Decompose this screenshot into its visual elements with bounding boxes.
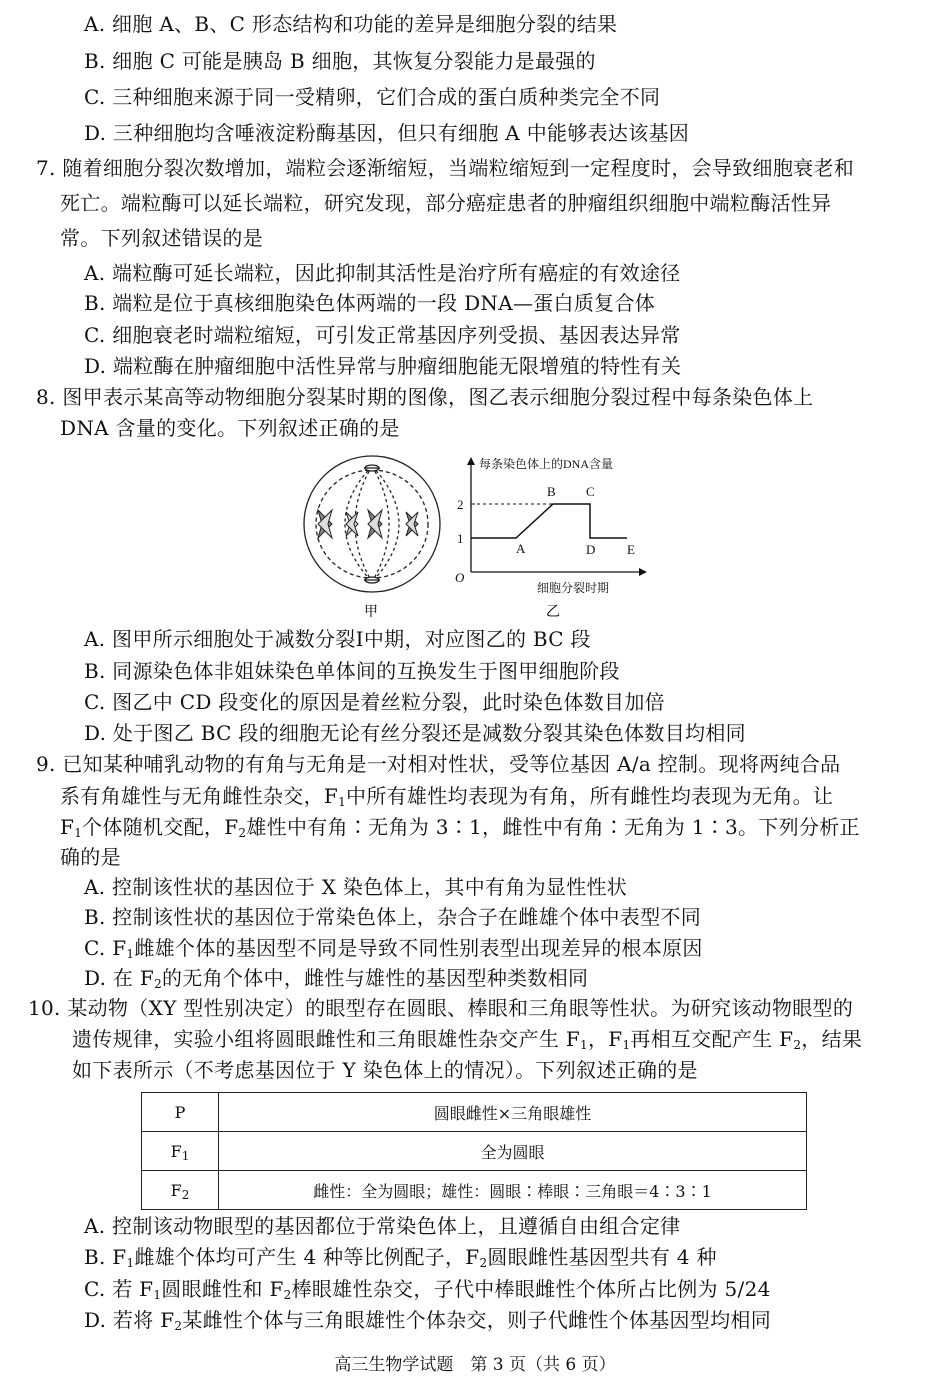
page-footer: 高三生物学试题 第 3 页（共 6 页）: [334, 1355, 616, 1375]
q10-option-d: [84, 1308, 771, 1332]
q9-stem-line-3: [60, 815, 860, 839]
q9-stem-3b: 个体随机交配，F: [82, 815, 239, 839]
q9-option-a: A. 控制该性状的基因位于 X 染色体上，其中有角为显性性状: [84, 875, 628, 899]
q10-option-d-a: D. 若将 F: [84, 1308, 175, 1332]
row-label: F: [170, 1180, 182, 1200]
q9-option-c-b: 雌雄个体的基因型不同是导致不同性别表型出现差异的根本原因: [134, 936, 703, 960]
q9-stem-2a: 系有角雄性与无角雌性杂交，F: [60, 784, 339, 808]
q6-option-a: A. 细胞 A、B、C 形态结构和功能的差异是细胞分裂的结果: [84, 12, 618, 36]
figure-svg: [298, 454, 650, 619]
q8-stem-line-1: 8. 图甲表示某高等动物细胞分裂某时期的图像，图乙表示细胞分裂过程中每条染色体上: [36, 385, 814, 409]
series-line: [471, 504, 627, 538]
q10-option-b: [84, 1245, 717, 1269]
table-cell: 雌性：全为圆眼；雄性：圆眼∶棒眼∶三角眼＝4∶3∶1: [219, 1171, 807, 1210]
origin-label: O: [455, 570, 465, 585]
q6-option-d: D. 三种细胞均含唾液淀粉酶基因，但只有细胞 A 中能够表达该基因: [84, 121, 690, 145]
subscript: 1: [622, 1038, 631, 1052]
q10-option-b-c: 圆眼雌性基因型共有 4 种: [487, 1245, 717, 1269]
subscript: 1: [580, 1038, 588, 1052]
q10-option-c-a: C. 若 F: [84, 1277, 154, 1301]
y-tick-label: 2: [457, 497, 464, 512]
subscript: 1: [126, 1256, 135, 1270]
q9-option-d-a: D. 在 F: [84, 966, 155, 990]
subscript: 1: [74, 826, 83, 840]
fig-label-jia: 甲: [364, 605, 378, 619]
y-axis-arrow: [467, 457, 475, 465]
fig-label-yi: 乙: [546, 605, 560, 619]
q9-stem-2b: 中所有雄性均表现为有角，所有雌性均表现为无角。让: [346, 784, 834, 808]
q9-option-c-a: C. F: [84, 936, 127, 960]
q7-option-c: C. 细胞衰老时端粒缩短，可引发正常基因序列受损、基因表达异常: [84, 323, 681, 347]
q10-stem-line-3: 如下表所示（不考虑基因位于 Y 染色体上的情况）。下列叙述正确的是: [72, 1058, 698, 1082]
point-label-d: D: [586, 542, 596, 557]
q10-stem-2c: 再相互交配产生 F: [630, 1027, 794, 1051]
q10-option-c-b: 圆眼雌性和 F: [161, 1277, 284, 1301]
subscript: 2: [174, 1319, 183, 1333]
table-row: [142, 1171, 807, 1210]
q10-stem-line-1: 10. 某动物（XY 型性别决定）的眼型存在圆眼、棒眼和三角眼等性状。为研究该动物眼型的: [28, 996, 854, 1020]
q8-option-a: A. 图甲所示细胞处于减数分裂Ⅰ中期，对应图乙的 BC 段: [84, 627, 591, 651]
q8-figure: [298, 454, 650, 619]
table-cell: 全为圆眼: [219, 1132, 807, 1171]
q10-option-b-a: B. F: [84, 1245, 127, 1269]
subscript: 2: [154, 977, 163, 991]
q9-option-b: B. 控制该性状的基因位于常染色体上，杂合子在雌雄个体中表型不同: [84, 905, 702, 929]
subscript: 2: [181, 1187, 190, 1202]
table-cell-header: [142, 1171, 219, 1210]
q6-option-c: C. 三种细胞来源于同一受精卵，它们合成的蛋白质种类完全不同: [84, 85, 661, 109]
q7-stem-line-3: 常。下列叙述错误的是: [60, 226, 263, 250]
dna-chart: [455, 456, 647, 595]
subscript: 2: [238, 826, 247, 840]
q7-stem-line-1: 7. 随着细胞分裂次数增加，端粒会逐渐缩短，当端粒缩短到一定程度时，会导致细胞衰老和: [36, 156, 855, 180]
subscript: 1: [338, 795, 347, 809]
q7-stem-line-2: 死亡。端粒酶可以延长端粒，研究发现，部分癌症患者的肿瘤组织细胞中端粒酶活性异: [60, 191, 832, 215]
q10-stem-2a: 遗传规律，实验小组将圆眼雌性和三角眼雄性杂交产生 F: [72, 1027, 581, 1051]
q9-option-d: [84, 966, 588, 990]
table-cell: 圆眼雌性×三角眼雄性: [219, 1093, 807, 1132]
q9-stem-line-2: [60, 784, 833, 808]
point-label-c: C: [586, 484, 595, 499]
point-label-b: B: [547, 484, 556, 499]
table-cell-header: P: [142, 1093, 219, 1132]
q10-stem-line-2: [72, 1027, 862, 1051]
q10-stem-2b: ，F: [587, 1027, 623, 1051]
q10-option-a: A. 控制该动物眼型的基因都位于常染色体上，且遵循自由组合定律: [84, 1214, 681, 1238]
q7-option-d: D. 端粒酶在肿瘤细胞中活性异常与肿瘤细胞能无限增殖的特性有关: [84, 354, 682, 378]
q9-stem-3c: 雄性中有角∶无角为 3∶1，雌性中有角∶无角为 1∶3。下列分析正: [246, 815, 860, 839]
q8-option-c: C. 图乙中 CD 段变化的原因是着丝粒分裂，此时染色体数目加倍: [84, 690, 665, 714]
q8-option-b: B. 同源染色体非姐妹染色单体间的互换发生于图甲细胞阶段: [84, 659, 620, 683]
q10-option-d-b: 某雌性个体与三角眼雄性个体杂交，则子代雌性个体基因型均相同: [182, 1308, 772, 1332]
point-label-a: A: [516, 541, 526, 556]
subscript: 2: [793, 1038, 802, 1052]
subscript: 1: [181, 1148, 190, 1163]
q10-stem-2d: ，结果: [801, 1027, 863, 1051]
table-cell-header: [142, 1132, 219, 1171]
q9-stem-line-4: 确的是: [60, 845, 121, 869]
q6-option-b: B. 细胞 C 可能是胰岛 B 细胞，其恢复分裂能力是最强的: [84, 49, 596, 73]
chromosomes: [318, 510, 418, 538]
point-label-e: E: [627, 542, 635, 557]
q9-stem-3a: F: [60, 815, 75, 839]
q9-option-c: [84, 936, 703, 960]
q9-stem-line-1: 9. 已知某种哺乳动物的有角与无角是一对相对性状，受等位基因 A/a 控制。现将两纯合品: [36, 752, 841, 776]
q10-option-b-b: 雌雄个体均可产生 4 种等比例配子，F: [134, 1245, 480, 1269]
subscript: 2: [283, 1288, 292, 1302]
row-label: F: [170, 1141, 182, 1161]
table-row: [142, 1132, 807, 1171]
q8-stem-line-2: DNA 含量的变化。下列叙述正确的是: [60, 416, 400, 440]
q8-option-d: D. 处于图乙 BC 段的细胞无论有丝分裂还是减数分裂其染色体数目均相同: [84, 721, 746, 745]
q9-option-d-b: 的无角个体中，雌性与雄性的基因型种类数相同: [162, 966, 589, 990]
table-row: [142, 1093, 807, 1132]
x-axis-label: 细胞分裂时期: [537, 581, 610, 595]
subscript: 2: [479, 1256, 488, 1270]
genetics-table: [141, 1092, 807, 1210]
x-axis-arrow: [639, 568, 647, 576]
q7-option-a: A. 端粒酶可延长端粒，因此抑制其活性是治疗所有癌症的有效途径: [84, 261, 681, 285]
q10-option-c: [84, 1277, 771, 1301]
q10-option-c-c: 棒眼雄性杂交，子代中棒眼雌性个体所占比例为 5/24: [291, 1277, 771, 1301]
subscript: 1: [126, 947, 135, 961]
q7-option-b: B. 端粒是位于真核细胞染色体两端的一段 DNA—蛋白质复合体: [84, 291, 656, 315]
y-tick-label: 1: [457, 531, 464, 546]
subscript: 1: [153, 1288, 162, 1302]
y-axis-label: 每条染色体上的DNA含量: [479, 457, 613, 471]
